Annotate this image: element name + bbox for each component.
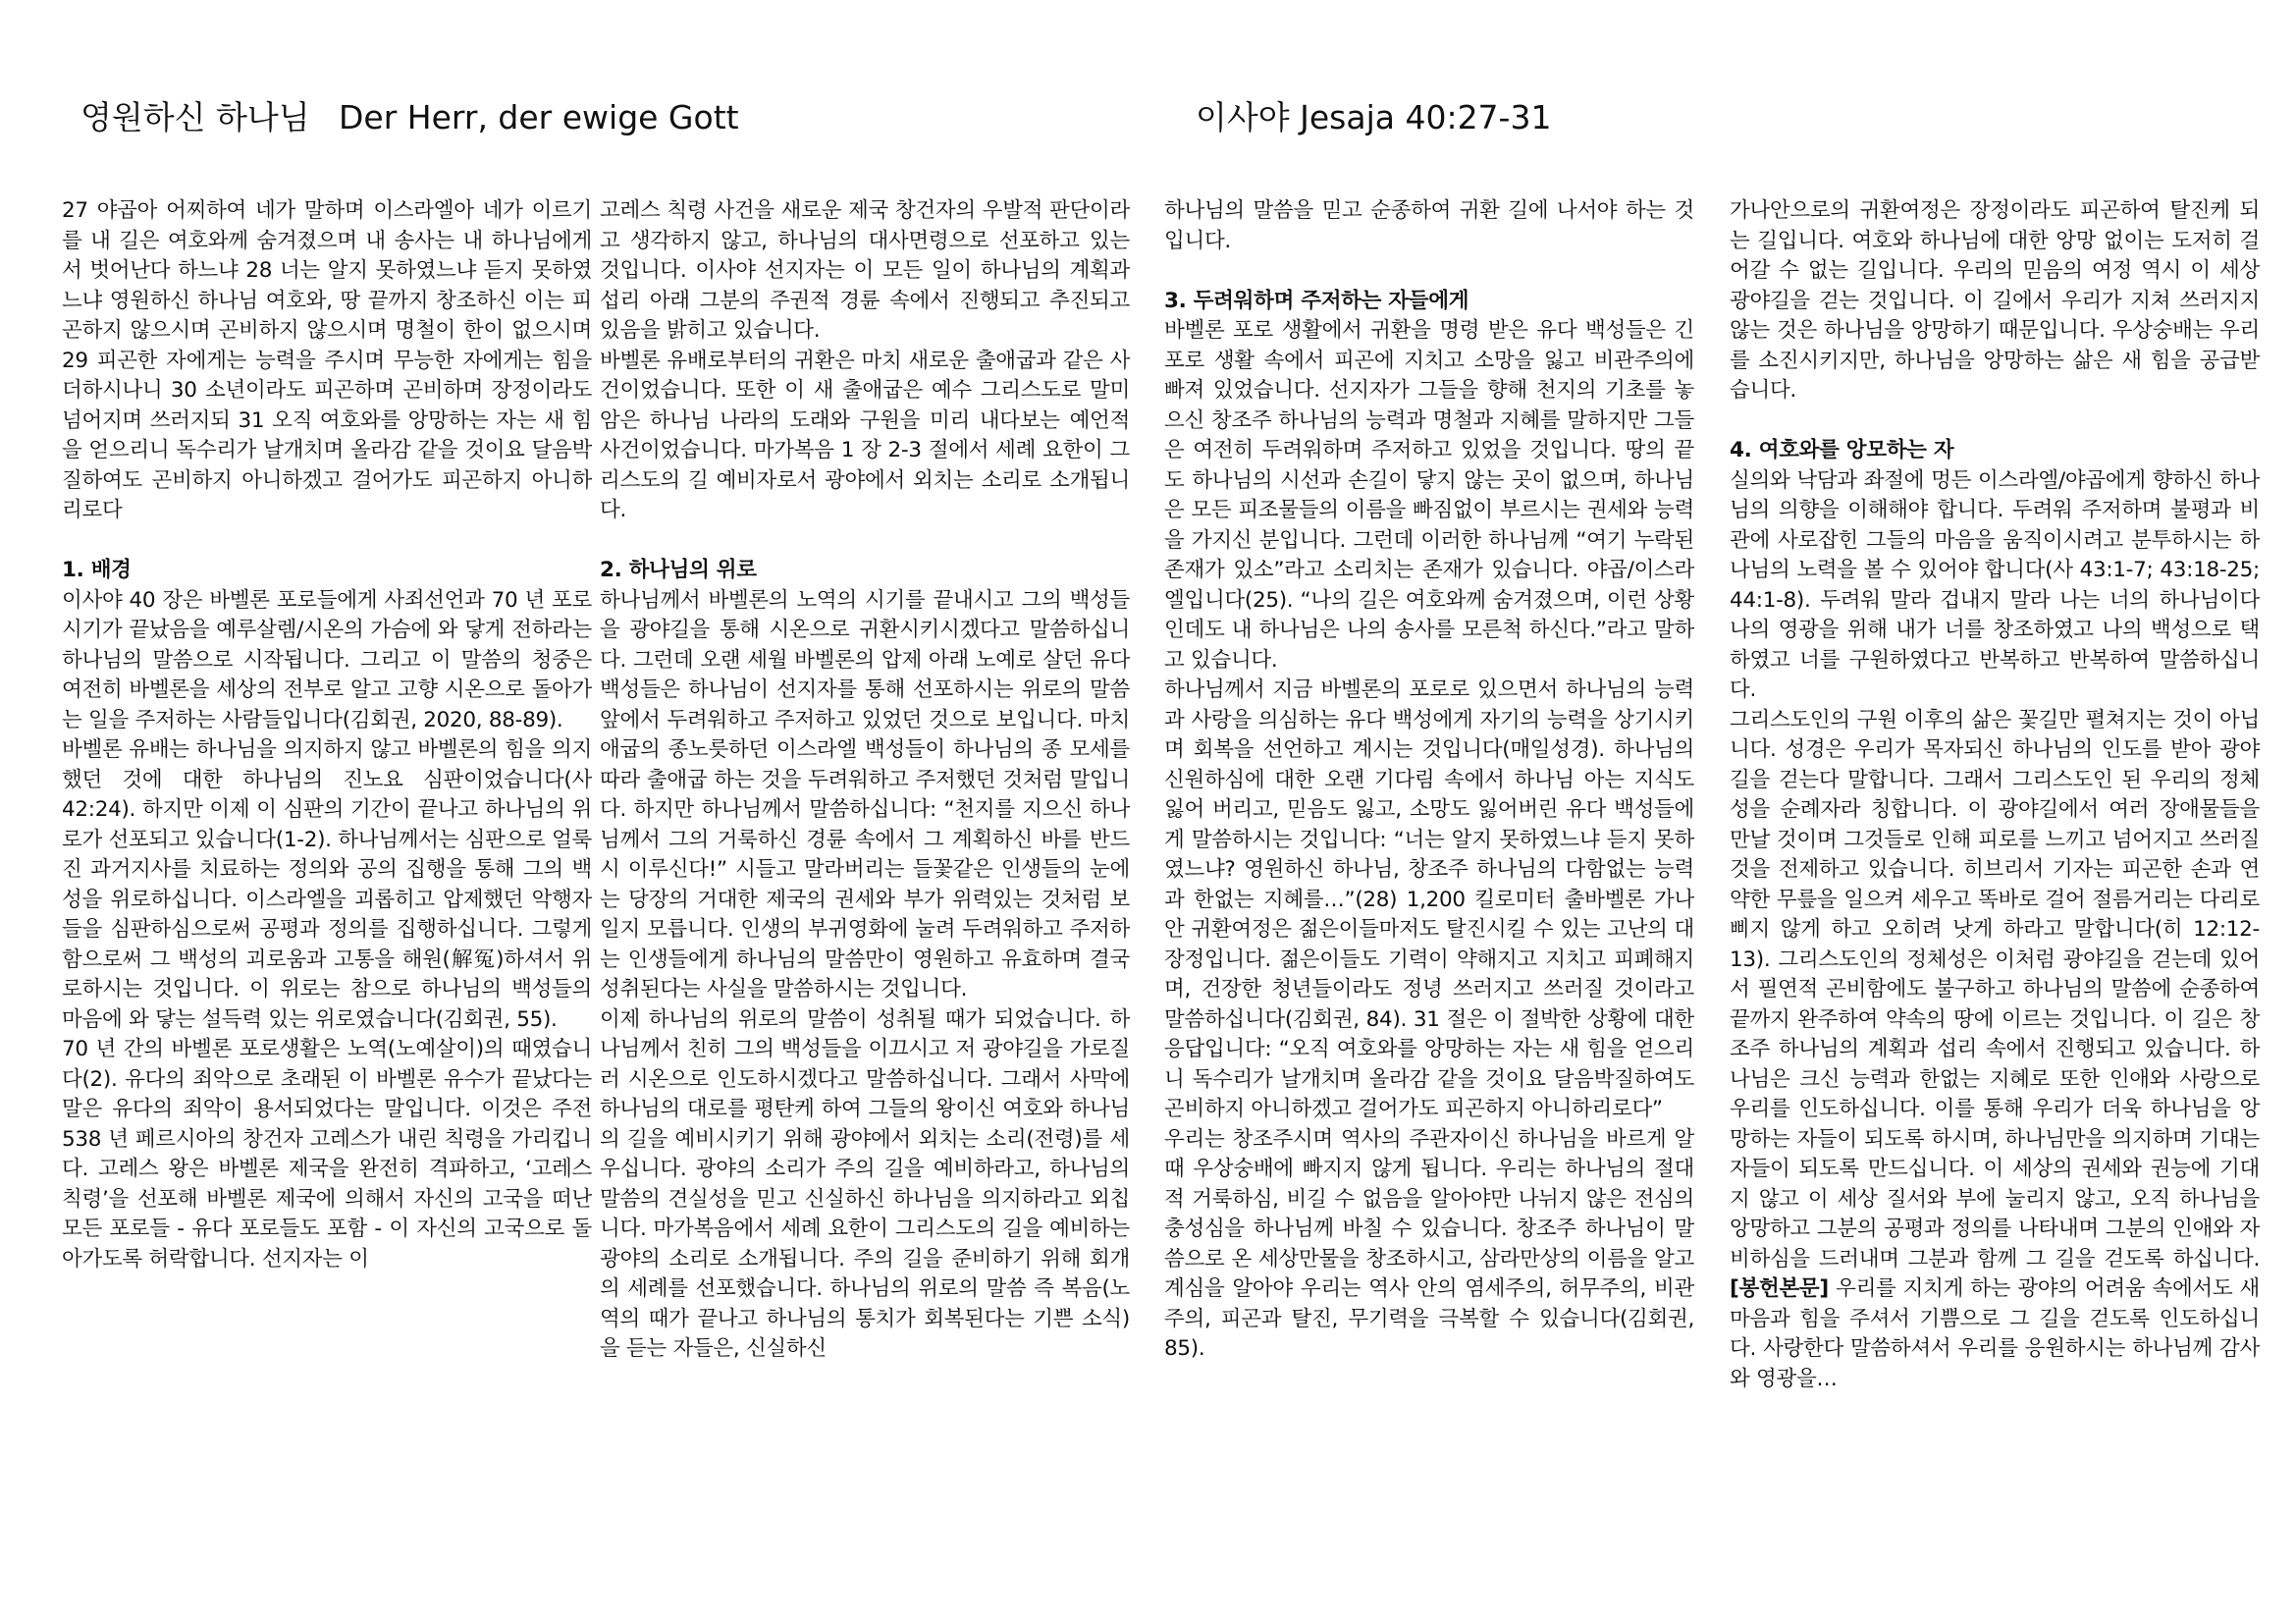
paragraph: 우리는 창조주시며 역사의 주관자이신 하나님을 바르게 알 때 우상숭배에 빠지지 않게 됩니다. 우리는 하나님의 절대적 거룩하심, 비길 수 없음을 알아야만 나뉘지 않은 전심의 충성심을 하나님께 바칠 수 있습니다. 창조주 하나님이 말씀으로 온 세상만물을 창조하시고, 삼라만상의 이름을 알고 계심을 알아야 우리는 역사 안의 염세주의, 허무주의, 비관주의, 피곤과 탈진, 무기력을 극복할 수 있습니다(김회권, 85). (1164, 1126, 1694, 1361)
paragraph-text-tail: 우리를 지치게 하는 광야의 어려움 속에서도 새 마음과 힘을 주셔서 기쁨으로 그 길을 걷도록 인도하십니다. 사랑한다 말씀하셔서 우리를 응원하시는 하나님께 감사와 영광을… (1730, 1276, 2260, 1391)
paragraph: 이제 하나님의 위로의 말씀이 성취될 때가 되었습니다. 하나님께서 친히 그의 백성들을 이끄시고 저 광야길을 가로질러 시온으로 인도하시겠다고 말씀하십니다. 그래서 사막에 하나님의 대로를 평탄케 하여 그들의 왕이신 여호와 하나님의 길을 예비시키기 위해 광야에서 외치는 소리(전령)를 세우십니다. 광야의 소리가 주의 길을 예비하라고, 하나님의 말씀의 견실성을 믿고 신실하신 하나님을 의지하라고 외칩니다. 마가복음에서 세례 요한이 그리스도의 길을 예비하는 광야의 소리로 소개됩니다. 주의 길을 준비하기 위해 회개의 세례를 선포했습니다. 하나님의 위로의 말씀 즉 복음(노역의 때가 끝나고 하나님의 통치가 회복된다는 기쁜 소식)을 듣는 자들은, 신실하신 (600, 1006, 1130, 1361)
paragraph-text: 그리스도인의 구원 이후의 삶은 꽃길만 펼쳐지는 것이 아닙니다. 성경은 우리가 목자되신 하나님의 인도를 받아 광야길을 걷는다 말합니다. 그래서 그리스도인 된 우리의 정체성을 순례자라 칭합니다. 이 광야길에서 여러 장애물들을 만날 것이며 그것들로 인해 피로를 느끼고 넘어지고 쓰러질 것을 전제하고 있습니다. 히브리서 기자는 피곤한 손과 연약한 무릎을 일으켜 세우고 똑바로 걸어 절름거리는 다리로 삐지 않게 하고 오히려 낫게 하라고 말합니다(히 12:12-13). 그리스도인의 정체성은 이처럼 광야길을 걷는데 있어서 필연적 곤비함에도 불구하고 하나님의 말씀에 순종하여 끝까지 완주하여 약속의 땅에 이르는 것입니다. 이 길은 창조주 하나님의 계획과 섭리 속에서 진행되고 있습니다. 하나님은 크신 능력과 한없는 지혜로 또한 인애와 사랑으로 우리를 인도하십니다. 이를 통해 우리가 더욱 하나님을 앙망하는 자들이 되도록 하시며, 하나님만을 의지하며 기대는 자들이 되도록 만드십니다. 이 세상의 권세와 권능에 기대지 않고 이 세상 질서와 부에 눌리지 않고, 오직 하나님을 앙망하고 그분의 공평과 정의를 나타내며 그분의 인애와 자비하심을 드러내며 그분과 함께 그 길을 걷도록 하십니다. (1730, 707, 2260, 1272)
bold-label: [봉헌본문] (1730, 1276, 1829, 1301)
section-heading-3: 3. 두려워하며 주저하는 자들에게 (1164, 288, 1469, 313)
paragraph: 고레스 칙령 사건을 새로운 제국 창건자의 우발적 판단이라고 생각하지 않고, 하나님의 대사면령으로 선포하고 있는 것입니다. 이사야 선지자는 이 모든 일이 하나님의 계획과 섭리 아래 그분의 주권적 경륜 속에서 진행되고 추진되고 있음을 밝히고 있습니다. (600, 198, 1130, 343)
paragraph: 바벨론 포로 생활에서 귀환을 명령 받은 유다 백성들은 긴 포로 생활 속에서 피곤에 지치고 소망을 잃고 비관주의에 빠져 있었습니다. 선지자가 그들을 향해 천지의 기초를 놓으신 창조주 하나님의 능력과 명철과 지혜를 말하지만 그들은 여전히 두려워하며 주저하고 있었을 것입니다. 땅의 끝도 하나님의 시선과 손길이 닿지 않는 곳이 없으며, 하나님은 모든 피조물들의 이름을 빠짐없이 부르시는 권세와 능력을 가지신 분입니다. 그런데 이러한 하나님께 “여기 누락된 존재가 있소”라고 소리치는 존재가 있습니다. 야곱/이스라엘입니다(25). “나의 길은 여호와께 숨겨졌으며, 이런 상황인데도 내 하나님은 나의 송사를 모른척 하신다.”라고 말하고 있습니다. (1164, 318, 1694, 673)
column-4 (1730, 196, 2260, 1394)
title-german: Der Herr, der ewige Gott (339, 98, 739, 136)
scripture-text: 27 야곱아 어찌하여 네가 말하며 이스라엘아 네가 이르기를 내 길은 여호와께 숨겨졌으며 내 송사는 내 하나님에게서 벗어난다 하느냐 28 너는 알지 못하였느냐 듣지 못하였느냐 영원하신 하나님 여호와, 땅 끝까지 창조하신 이는 피곤하지 않으시며 곤비하지 않으시며 명철이 한이 없으시며 29 피곤한 자에게는 능력을 주시며 무능한 자에게는 힘을 더하시나니 30 소년이라도 피곤하며 곤비하며 장정이라도 넘어지며 쓰러지되 31 오직 여호와를 앙망하는 자는 새 힘을 얻으리니 독수리가 날개치며 올라감 같을 것이요 달음박질하여도 곤비하지 아니하겠고 걸어가도 피곤하지 아니하리로다 (62, 198, 592, 522)
section-heading-4: 4. 여호와를 앙모하는 자 (1730, 438, 1954, 462)
paragraph (1730, 706, 2260, 1395)
paragraph: 가나안으로의 귀환여정은 장정이라도 피곤하여 탈진케 되는 길입니다. 여호와 하나님에 대한 앙망 없이는 도저히 걸어갈 수 없는 길입니다. 우리의 믿음의 여정 역시 이 세상 광야길을 걷는 것입니다. 이 길에서 우리가 지쳐 쓰러지지 않는 것은 하나님을 앙망하기 때문입니다. 우상숭배는 우리를 소진시키지만, 하나님을 앙망하는 삶은 새 힘을 공급받습니다. (1730, 198, 2260, 403)
column-1 (62, 196, 592, 1274)
paragraph: 바벨론 유배로부터의 귀환은 마치 새로운 출애굽과 같은 사건이었습니다. 또한 이 새 출애굽은 예수 그리스도로 말미암은 하나님 나라의 도래와 구원을 미리 내다보는 예언적 사건이었습니다. 마가복음 1 장 2-3 절에서 세례 요한이 그리스도의 길 예비자로서 광야에서 외치는 소리로 소개됩니다. (600, 348, 1130, 522)
section-heading-1: 1. 배경 (62, 558, 132, 582)
column-3 (1164, 196, 1694, 1365)
paragraph: 바벨론 유배는 하나님을 의지하지 않고 바벨론의 힘을 의지했던 것에 대한 하나님의 진노요 심판이었습니다(사 42:24). 하지만 이제 이 심판의 기간이 끝나고 하나님의 위로가 선포되고 있습니다(1-2). 하나님께서는 심판으로 얼룩진 과거지사를 치료하는 정의와 공의 집행을 통해 그의 백성을 위로하십니다. 이스라엘을 괴롭히고 압제했던 악행자들을 심판하심으로써 공평과 정의를 집행하십니다. 그렇게 함으로써 그 백성의 괴로움과 고통을 해원(解冤)하셔서 위로하시는 것입니다. 이 위로는 참으로 하나님의 백성들의 마음에 와 닿는 설득력 있는 위로였습니다(김회권, 55). (62, 737, 592, 1032)
paragraph: 실의와 낙담과 좌절에 멍든 이스라엘/야곱에게 향하신 하나님의 의향을 이해해야 합니다. 두려워 주저하며 불평과 비관에 사로잡힌 그들의 마음을 움직이시려고 분투하시는 하나님의 노력을 볼 수 있어야 합니다(사 43:1-7; 43:18-25; 44:1-8). 두려워 말라 겁내지 말라 나는 너의 하나님이다 나의 영광을 위해 내가 너를 창조하였고 나의 백성으로 택하였고 너를 구원하였다고 반복하고 반복하여 말씀하십니다. (1730, 467, 2260, 702)
scripture-reference: 이사야 Jesaja 40:27-31 (1196, 98, 1552, 136)
page-header (0, 96, 2296, 145)
paragraph: 하나님께서 바벨론의 노역의 시기를 끝내시고 그의 백성들을 광야길을 통해 시온으로 귀환시키시겠다고 말씀하십니다. 그런데 오랜 세월 바벨론의 압제 아래 노예로 살던 유다 백성들은 하나님이 선지자를 통해 선포하시는 위로의 말씀 앞에서 두려워하고 주저하고 있었던 것으로 보입니다. 마치 애굽의 종노릇하던 이스라엘 백성들이 하나님의 종 모세를 따라 출애굽 하는 것을 두려워하고 주저했던 것처럼 말입니다. 하지만 하나님께서 말씀하십니다: “천지를 지으신 하나님께서 그의 거룩하신 경륜 속에서 그 계획하신 바를 반드시 이루신다!” 시들고 말라버리는 들꽃같은 인생들의 눈에는 당장의 거대한 제국의 권세와 부가 위력있는 것처럼 보일지 모릅니다. 인생의 부귀영화에 눌려 두려워하고 주저하는 인생들에게 하나님의 말씀만이 영원하고 유효하며 결국 성취된다는 사실을 말씀하시는 것입니다. (600, 587, 1130, 1001)
paragraph: 하나님의 말씀을 믿고 순종하여 귀환 길에 나서야 하는 것입니다. (1164, 198, 1694, 253)
title-korean: 영원하신 하나님 (80, 98, 310, 136)
paragraph: 하나님께서 지금 바벨론의 포로로 있으면서 하나님의 능력과 사랑을 의심하는 유다 백성에게 자기의 능력을 상기시키며 회복을 선언하고 계시는 것입니다(매일성경). 하나님의 신원하심에 대한 오랜 기다림 속에서 하나님 아는 지식도 잃어 버리고, 믿음도 잃고, 소망도 잃어버린 유다 백성들에게 말씀하시는 것입니다: “너는 알지 못하였느냐 듣지 못하였느냐? 영원하신 하나님, 창조주 하나님의 다함없는 능력과 한없는 지혜를…”(28) 1,200 킬로미터 출바벨론 가나안 귀환여정은 젊은이들마저도 탈진시킬 수 있는 고난의 대장정입니다. 젊은이들도 기력이 약해지고 지치고 피폐해지며, 건장한 청년들이라도 정녕 쓰러지고 쓰러질 것이라고 말씀하십니다(김회권, 84). 31 절은 이 절박한 상황에 대한 응답입니다: “오직 여호와를 앙망하는 자는 새 힘을 얻으리니 독수리가 날개치며 올라감 같을 것이요 달음박질하여도 곤비하지 아니하겠고 걸어가도 피곤하지 아니하리로다” (1164, 677, 1694, 1121)
paragraph: 이사야 40 장은 바벨론 포로들에게 사죄선언과 70 년 포로 시기가 끝났음을 예루살렘/시온의 가슴에 와 닿게 전하라는 하나님의 말씀으로 시작됩니다. 그리고 이 말씀의 청중은 여전히 바벨론을 세상의 전부로 알고 고향 시온으로 돌아가는 일을 주저하는 사람들입니다(김회권, 2020, 88-89). (62, 587, 592, 732)
section-heading-2: 2. 하나님의 위로 (600, 558, 757, 582)
column-2 (600, 196, 1130, 1365)
paragraph: 70 년 간의 바벨론 포로생활은 노역(노예살이)의 때였습니다(2). 유다의 죄악으로 초래된 이 바벨론 유수가 끝났다는 말은 유다의 죄악이 용서되었다는 말입니다. 이것은 주전 538 년 페르시아의 창건자 고레스가 내린 칙령을 가리킵니다. 고레스 왕은 바벨론 제국을 완전히 격파하고, ‘고레스 칙령’을 선포해 바벨론 제국에 의해서 자신의 고국을 떠난 모든 포로들 - 유다 포로들도 포함 - 이 자신의 고국으로 돌아가도록 허락합니다. 선지자는 이 (62, 1037, 592, 1272)
